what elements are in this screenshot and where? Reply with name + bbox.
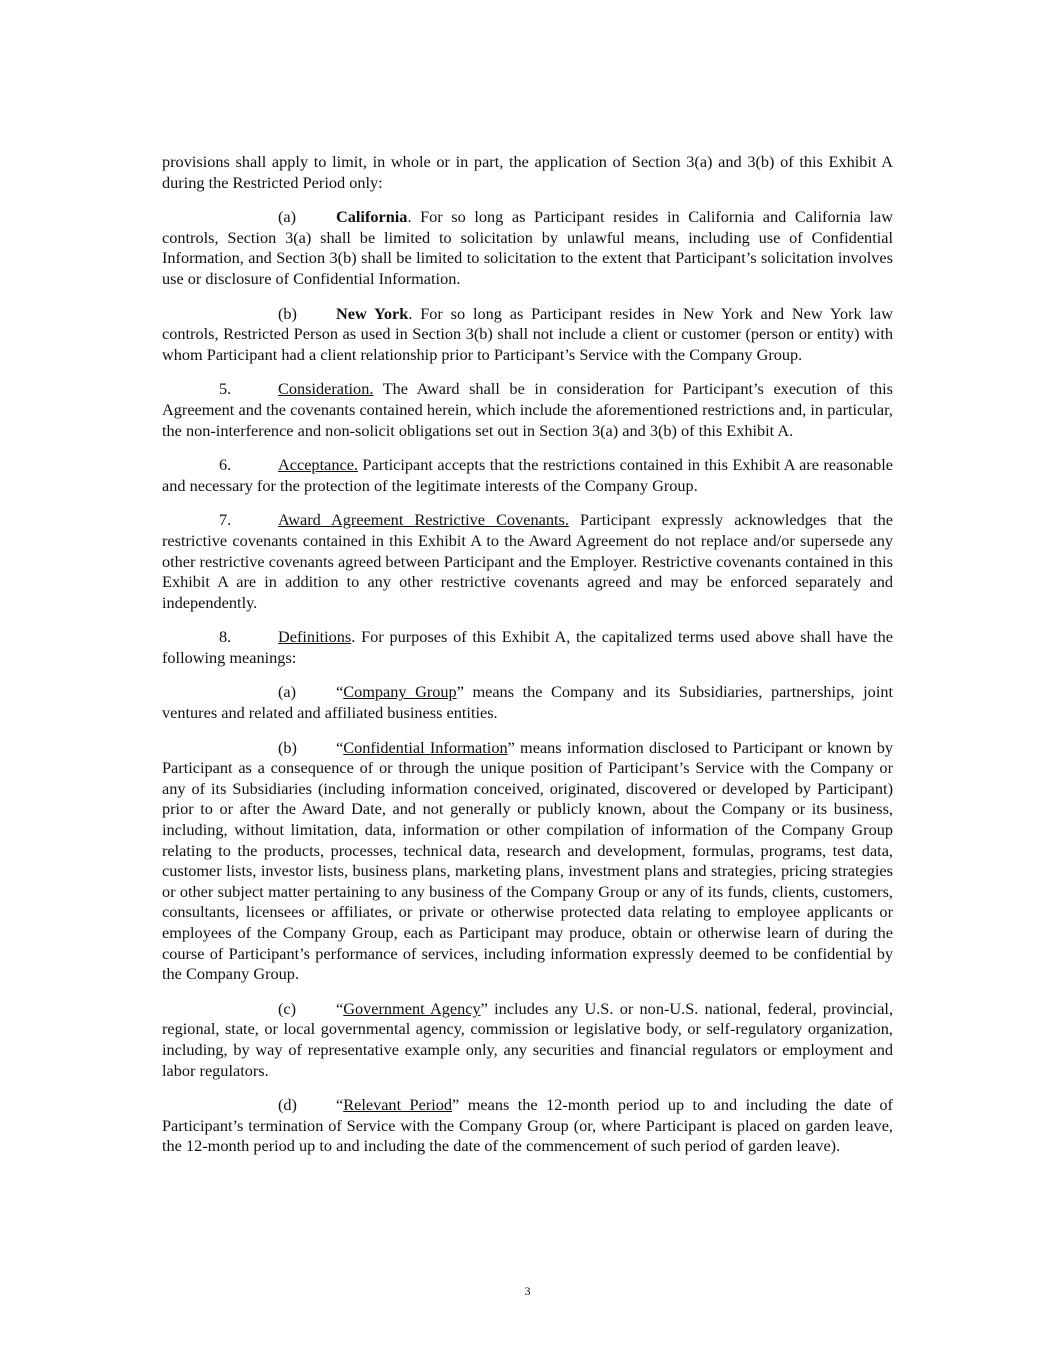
intro-paragraph: provisions shall apply to limit, in whole or in part, the application of Section 3(a) and 3(b) of this Exhibit A during the Restricted Period only:	[162, 152, 893, 192]
definition-a-term: Company Group	[343, 682, 457, 702]
section-7-paragraph	[162, 510, 893, 613]
section-8-heading: Definitions	[278, 627, 352, 647]
definition-c-paragraph: (c) “Government Agency” includes any U.S. or non-U.S. national, federal, provincial, regional, state, or local governmental agency, commission or legislative body, or self-regulatory organization, including, by way of representative example only, any securities and financial regulators or employment and labor regulators.	[162, 998, 894, 1080]
section-5-number: 5.	[219, 379, 232, 399]
definition-d-term: Relevant Period	[343, 1095, 453, 1115]
state-b-heading: New York	[336, 303, 409, 323]
section-7-heading: Award Agreement Restrictive Covenants.	[278, 510, 569, 530]
definition-a-text: ” means the Company and its Subsidiaries, partnerships, joint ventures and related and affiliated business entities.	[162, 682, 894, 723]
definition-c-text: ” includes any U.S. or non-U.S. national, federal, provincial, regional, state, or local governmental agency, commission or legislative body, or self-regulatory organization, including, by way of representative example only, any securities and financial regulators or employment and labor regulators.	[162, 998, 894, 1080]
page-number: 3	[524, 1284, 531, 1298]
state-b-label: (b)	[278, 303, 297, 323]
state-b-paragraph	[162, 304, 893, 366]
section-5-paragraph	[162, 379, 893, 441]
section-8-text: . For purposes of this Exhibit A, the capitalized terms used above shall have the following meanings:	[162, 627, 893, 667]
definition-a-paragraph: (a) “Company Group” means the Company and its Subsidiaries, partnerships, joint ventures and related and affiliated business entities.	[162, 682, 894, 723]
section-7-number: 7.	[219, 510, 232, 530]
definition-b-text: ” means information disclosed to Participant or known by Participant as a consequence of or through the unique position of Participant’s Service with the Company or any of its Subsidiaries (including information conceived, originated, discovered or developed by Participant) prior to or after the Award Date, and not generally or publicly known, about the Company or its business, including, without limitation, data, information or other compilation of information of the Company Group relating to the products, processes, technical data, research and development, formulas, programs, test data, customer lists, investor lists, business plans, marketing plans, investment plans and strategies, pricing strategies or other subject matter pertaining to any business of the Company Group or any of its funds, clients, customers, consultants, licensees or affiliates, or private or otherwise protected data relating to employee applicants or employees of the Company Group, each as Participant may produce, obtain or otherwise learn of during the course of Participant’s performance of services, including information expressly deemed to be confidential by the Company Group.	[162, 737, 893, 984]
definition-a-label: (a)	[278, 682, 297, 702]
definition-d-label: (d)	[278, 1095, 297, 1115]
section-6-number: 6.	[219, 455, 232, 475]
definition-c-label: (c)	[278, 998, 297, 1018]
definition-d-text: ” means the 12-month period up to and including the date of Participant’s termination of Service with the Company Group (or, where Participant is placed on garden leave, the 12-month period up to and including the date of the commencement of such period of garden leave).	[162, 1095, 893, 1156]
state-a-heading: California	[336, 207, 408, 227]
section-6-text: Participant accepts that the restrictions contained in this Exhibit A are reasonable and necessary for the protection of the legitimate interests of the Company Group.	[162, 455, 893, 495]
document-page	[162, 152, 893, 1171]
section-6-heading: Acceptance.	[278, 455, 358, 475]
section-5-heading: Consideration.	[278, 379, 374, 399]
section-7-text: Participant expressly acknowledges that the restrictive covenants contained in this Exhibit A to the Award Agreement do not replace and/or supersede any other restrictive covenants agreed between Participant and the Employer. Restrictive covenants contained in this Exhibit A are in addition to any other restrictive covenants agreed and may be enforced separately and independently.	[162, 510, 893, 612]
definition-b-paragraph: (b) “Confidential Information” means information disclosed to Participant or known by Participant as a consequence of or through the unique position of Participant’s Service with the Company or any of its Subsidiaries (including information conceived, originated, discovered or developed by Participant) prior to or after the Award Date, and not generally or publicly known, about the Company or its business, including, without limitation, data, information or other compilation of information of the Company Group relating to the products, processes, technical data, research and development, formulas, programs, test data, customer lists, investor lists, business plans, marketing plans, investment plans and strategies, pricing strategies or other subject matter pertaining to any business of the Company Group or any of its funds, clients, customers, consultants, licensees or affiliates, or private or otherwise protected data relating to employee applicants or employees of the Company Group, each as Participant may produce, obtain or otherwise learn of during the course of Participant’s performance of services, including information expressly deemed to be confidential by the Company Group.	[162, 737, 893, 984]
section-6-paragraph	[162, 455, 893, 496]
state-a-label: (a)	[278, 207, 297, 227]
definition-c-term: Government Agency	[343, 998, 481, 1018]
state-b-text: . For so long as Participant resides in New York and New York law controls, Restricted Person as used in Section 3(b) shall not include a client or customer (person or entity) with whom Participant had a client relationship prior to Participant’s Service with the Company Group.	[162, 303, 893, 364]
section-8-number: 8.	[219, 627, 232, 647]
section-8-paragraph	[162, 627, 893, 668]
state-a-paragraph	[162, 207, 893, 289]
state-a-text: . For so long as Participant resides in California and California law controls, Section 3(a) shall be limited to solicitation by unlawful means, including use of Confidential Information, and Section 3(b) shall be limited to solicitation to the extent that Participant’s solicitation involves use or disclosure of Confidential Information.	[162, 207, 893, 288]
definition-d-paragraph: (d) “Relevant Period” means the 12-month period up to and including the date of Participant’s termination of Service with the Company Group (or, where Participant is placed on garden leave, the 12-month period up to and including the date of the commencement of such period of garden leave).	[162, 1095, 893, 1156]
definition-b-term: Confidential Information	[343, 737, 508, 757]
definition-b-label: (b)	[278, 737, 297, 757]
section-5-text: The Award shall be in consideration for Participant’s execution of this Agreement and the covenants contained herein, which include the aforementioned restrictions and, in particular, the non-interference and non-solicit obligations set out in Section 3(a) and 3(b) of this Exhibit A.	[162, 379, 893, 440]
